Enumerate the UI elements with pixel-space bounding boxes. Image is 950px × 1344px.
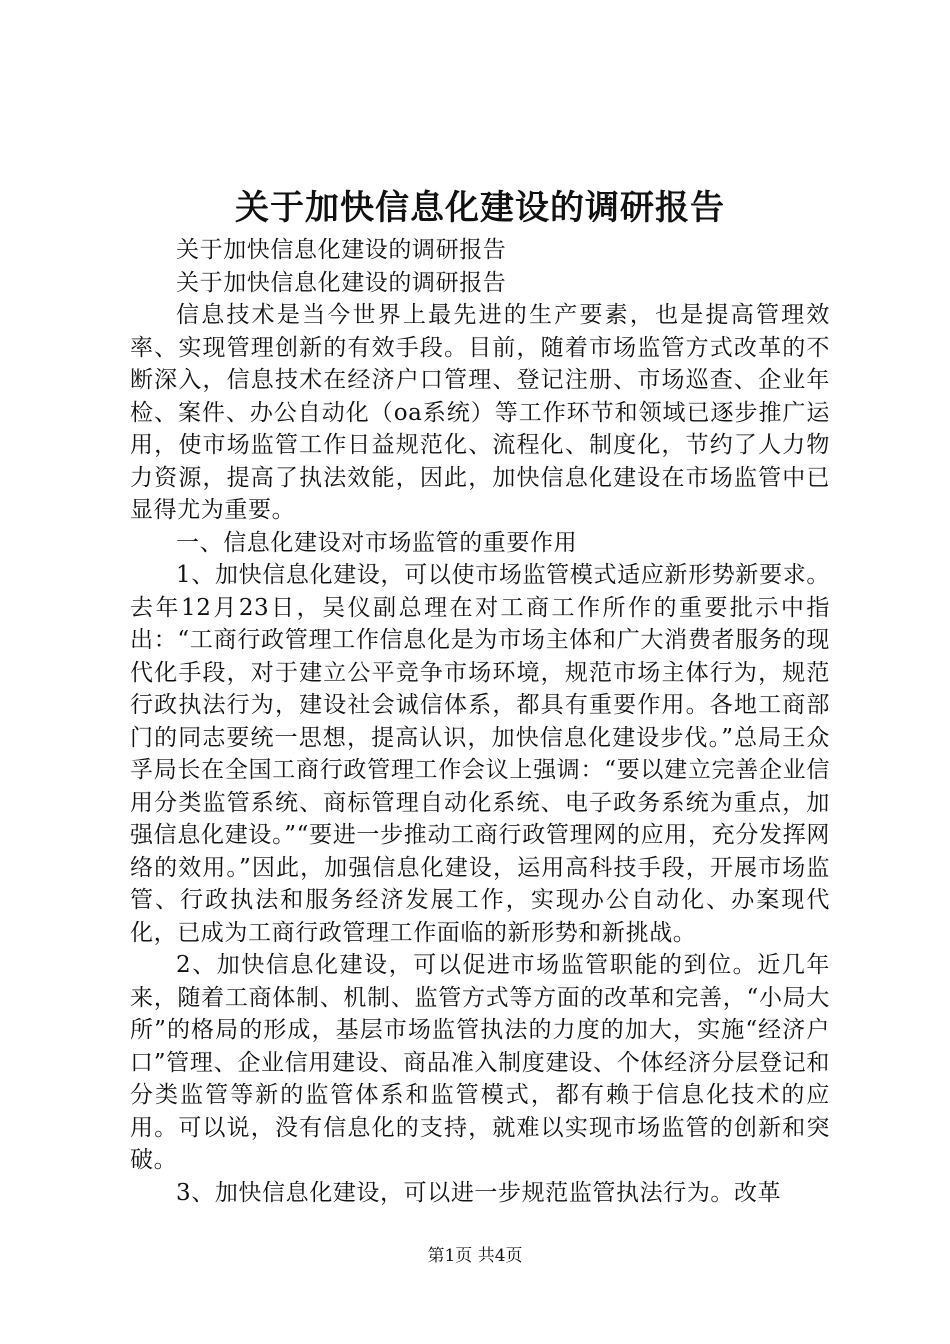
paragraph-point-2: 2、加快信息化建设，可以促进市场监管职能的到位。近几年来，随着工商体制、机制、监管方式等方面的改革和完善，“小局大所”的格局的形成，基层市场监管执法的力度的加大，实施“经济户口”管理、企业信用建设、商品准入制度建设、个体经济分层登记和分类监管等新的监管体系和监管模式，都有赖于信息化技术的应用。可以说，没有信息化的支持，就难以实现市场监管的创新和突破。 [130,952,830,1173]
page-footer: 第1页 共4页 [427,1246,523,1266]
section-heading-1: 一、信息化建设对市场监管的重要作用 [176,529,578,556]
paragraph-point-3: 3、加快信息化建设，可以进一步规范监管执法行为。改革 [176,1179,782,1206]
paragraph-subtitle-1: 关于加快信息化建设的调研报告 [176,237,507,263]
paragraph-intro: 信息技术是当今世界上最先进的生产要素，也是提高管理效率、实现管理创新的有效手段。目前，随着市场监管方式改革的不断深入，信息技术在经济户口管理、登记注册、市场巡查、企业年检、案件、办公自动化（oa系统）等工作环节和领域已逐步推广运用，使市场监管工作日益规范化、流程化、制度化，节约了人力物力资源，提高了执法效能，因此，加快信息化建设在市场监管中已显得尤为重要。 [130,302,830,523]
document-title: 关于加快信息化建设的调研报告 [235,188,725,228]
paragraph-point-1: 1、加快信息化建设，可以使市场监管模式适应新形势新要求。去年12月23日，吴仪副总理在对工商工作所作的重要批示中指出：“工商行政管理工作信息化是为市场主体和广大消费者服务的现代化手段，对于建立公平竞争市场环境，规范市场主体行为，规范行政执法行为，建设社会诚信体系，都具有重要作用。各地工商部门的同志要统一思想，提高认识，加快信息化建设步伐。”总局王众孚局长在全国工商行政管理工作会议上强调：“要以建立完善企业信用分类监管系统、商标管理自动化系统、电子政务系统为重点，加强信息化建设。”“要进一步推动工商行政管理网的应用，充分发挥网络的效用。”因此，加强信息化建设，运用高科技手段，开展市场监管、行政执法和服务经济发展工作，实现办公自动化、办案现代化，已成为工商行政管理工作面临的新形势和新挑战。 [130,562,830,946]
document-body [130,234,830,1209]
paragraph-subtitle-2: 关于加快信息化建设的调研报告 [176,269,507,296]
